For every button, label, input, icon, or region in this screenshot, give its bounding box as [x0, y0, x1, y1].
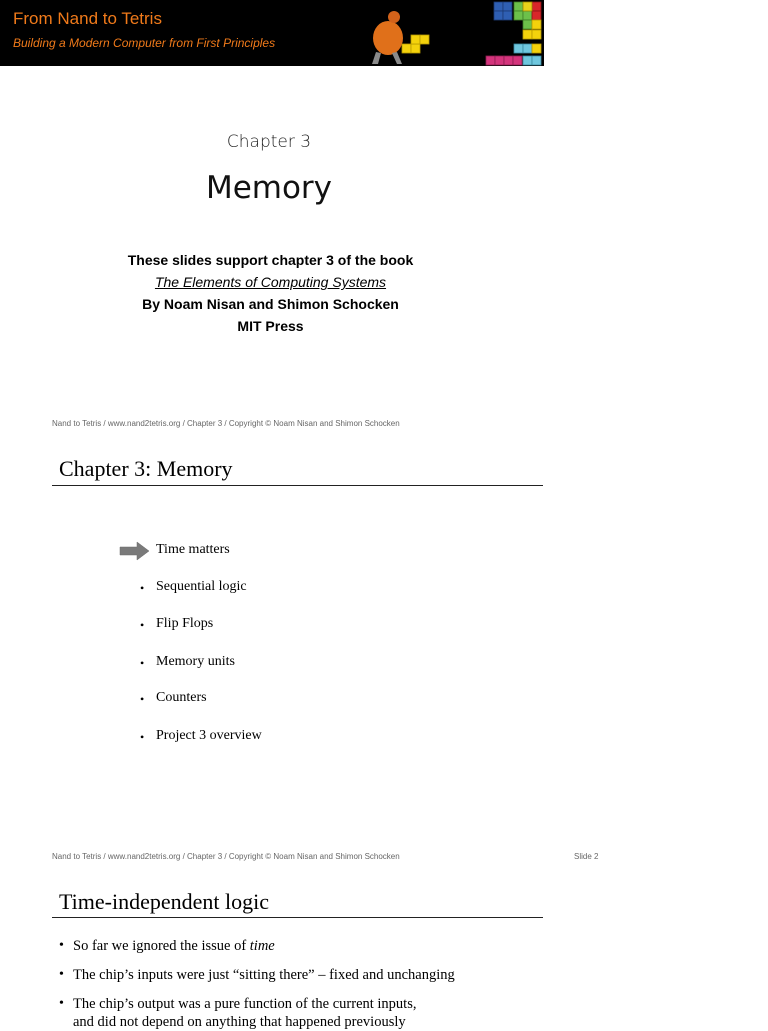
book-title-link[interactable]: The Elements of Computing Systems	[154, 274, 387, 290]
agenda-item-project-overview: Project 3 overview	[156, 728, 262, 743]
agenda-item-counters: Counters	[156, 690, 207, 705]
agenda-item-flip-flops: Flip Flops	[156, 616, 214, 631]
tetris-mascot-icon	[364, 8, 434, 66]
credits-line: These slides support chapter 3 of the book	[127, 252, 414, 268]
credits-authors: By Noam Nisan and Shimon Schocken	[142, 296, 399, 312]
slide1-title: Memory	[205, 170, 333, 206]
bullet-text: So far we ignored the issue of	[73, 938, 250, 954]
bullet: •	[59, 996, 64, 1011]
slide1-footer: Nand to Tetris / www.nand2tetris.org / Chapter 3 / Copyright © Noam Nisan and Shimon Schocken	[52, 419, 400, 428]
agenda-item-sequential-logic: Sequential logic	[156, 579, 247, 594]
agenda-item-time-matters: Time matters	[156, 542, 230, 557]
emphasis-time: time	[249, 938, 275, 954]
bullet: •	[140, 692, 145, 706]
slide2-heading: Chapter 3: Memory	[59, 456, 233, 481]
heading-divider	[52, 485, 543, 486]
bullet-ignored-time	[73, 937, 275, 955]
slide1-chapter-label: Chapter 3	[226, 132, 312, 152]
slide-number: Slide 2	[574, 852, 599, 861]
bullet: •	[59, 967, 64, 982]
bullet: •	[140, 730, 145, 744]
bullet-text-line2: and did not depend on anything that happened previously	[73, 1014, 406, 1030]
banner-subtitle: Building a Modern Computer from First Principles	[13, 36, 276, 50]
slide2-footer: Nand to Tetris / www.nand2tetris.org / Chapter 3 / Copyright © Noam Nisan and Shimon Schocken	[52, 852, 400, 861]
banner-title: From Nand to Tetris	[13, 9, 162, 28]
bullet: •	[140, 618, 145, 632]
bullet: •	[140, 581, 145, 595]
heading-divider	[52, 917, 543, 918]
credits-publisher: MIT Press	[237, 318, 304, 334]
bullet-text-line1: The chip’s output was a pure function of the current inputs,	[73, 996, 417, 1012]
bullet-inputs-sitting: The chip’s inputs were just “sitting there” – fixed and unchanging	[73, 967, 455, 983]
header-banner	[0, 0, 544, 66]
bullet: •	[59, 938, 64, 953]
slide3-heading: Time-independent logic	[59, 889, 269, 914]
slide1-credits	[0, 249, 541, 337]
agenda-item-memory-units: Memory units	[156, 654, 235, 669]
bullet-pure-function	[73, 995, 416, 1031]
tetris-blocks-icon	[484, 0, 544, 66]
arrow-right-icon	[119, 541, 151, 561]
bullet: •	[140, 656, 145, 670]
